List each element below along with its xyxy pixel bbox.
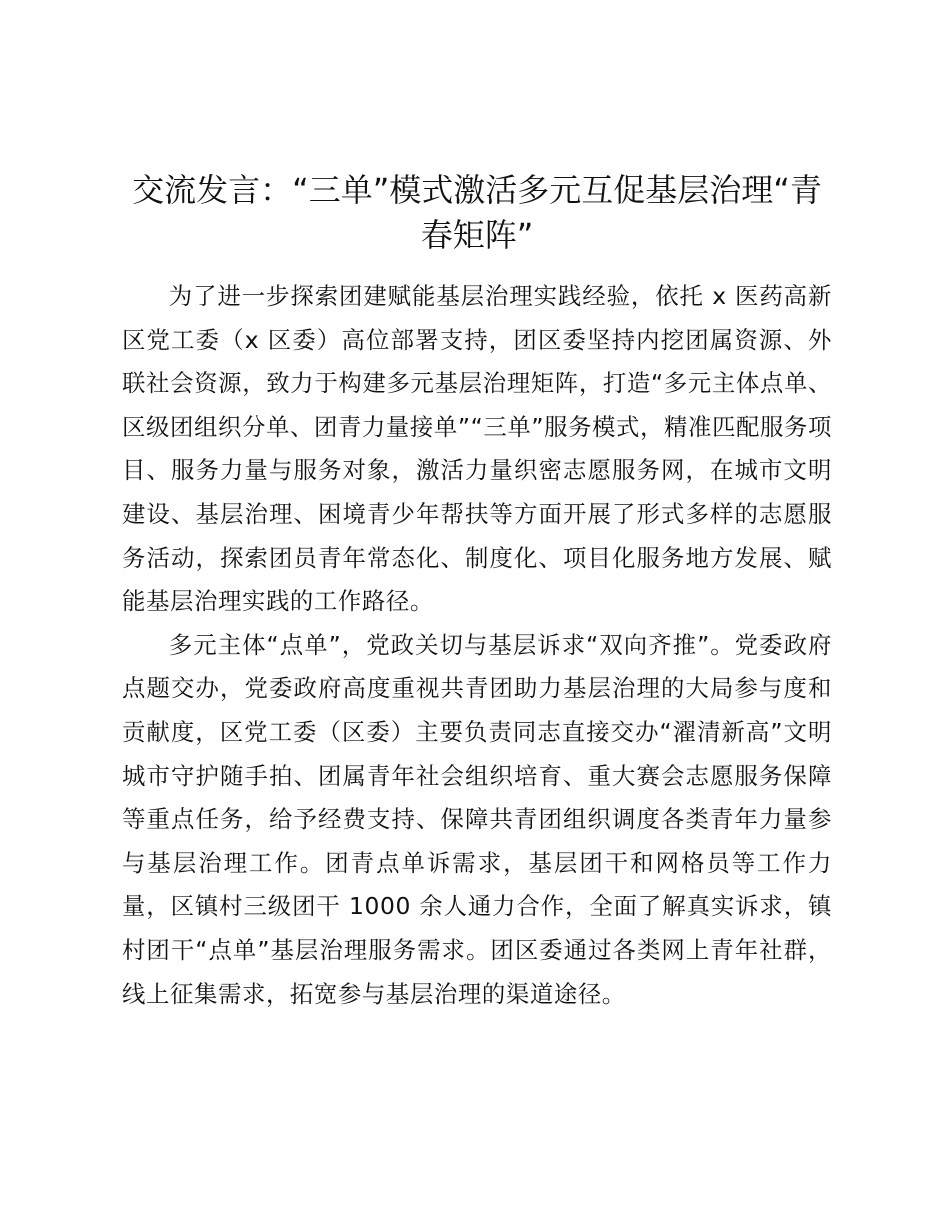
document-body <box>122 275 832 1016</box>
document-title: 交流发言：“三单”模式激活多元互促基层治理“青春矩阵” <box>132 171 822 254</box>
paragraph-intro: 为了进一步探索团建赋能基层治理实践经验，依托 x 医药高新区党工委（x 区委）高位部署支持，团区委坚持内挖团属资源、外联社会资源，致力于构建多元基层治理矩阵，打造“多元主体点单、区级团组织分单、团青力量接单”“三单”服务模式，精准匹配服务项目、服务力量与服务对象，激活力量织密志愿服务网，在城市文明建设、基层治理、困境青少年帮扶等方面开展了形式多样的志愿服务活动，探索团员青年常态化、制度化、项目化服务地方发展、赋能基层治理实践的工作路径。 <box>122 282 832 616</box>
paragraph-multi-subject-order: 多元主体“点单”，党政关切与基层诉求“双向齐推”。党委政府点题交办，党委政府高度重视共青团助力基层治理的大局参与度和贡献度，区党工委（区委）主要负责同志直接交办“濯清新高”文明城市守护随手拍、团属青年社会组织培育、重大赛会志愿服务保障等重点任务，给予经费支持、保障共青团组织调度各类青年力量参与基层治理工作。团青点单诉需求，基层团干和网格员等工作力量，区镇村三级团干 1000 余人通力合作，全面了解真实诉求，镇村团干“点单”基层治理服务需求。团区委通过各类网上青年社群，线上征集需求，拓宽参与基层治理的渠道途径。 <box>122 630 832 1008</box>
